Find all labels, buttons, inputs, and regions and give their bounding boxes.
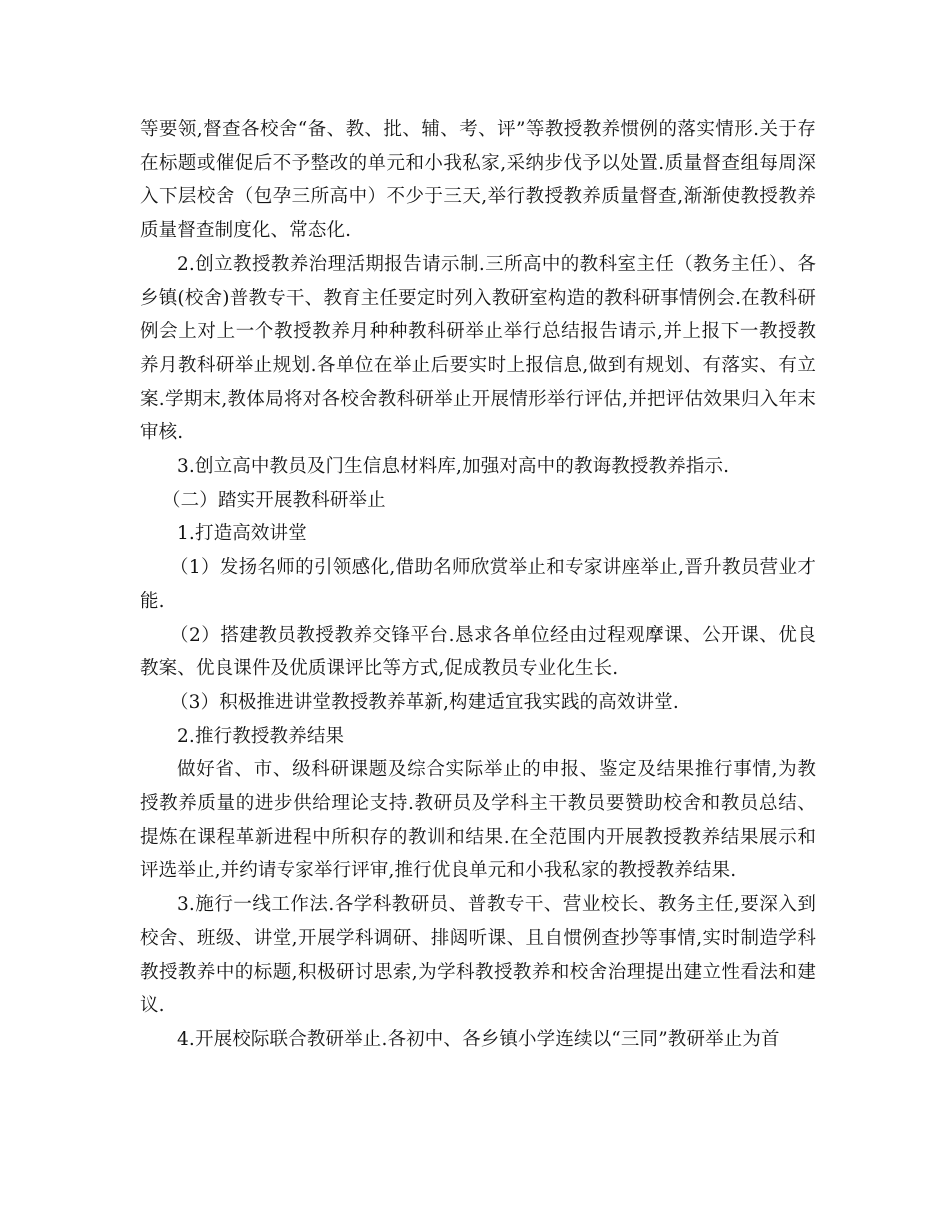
paragraph-famous-teachers: （1）发扬名师的引领感化,借助名师欣赏举止和专家讲座举止,晋升教员营业才能. [140, 557, 816, 612]
paragraph-exchange-platform: （2）搭建教员教授教养交锋平台.恳求各单位经由过程观摩课、公开课、优良教案、优良课件及优质课评比等方式,促成教员专业化生长. [140, 624, 816, 680]
document-body [140, 113, 816, 1057]
paragraph-classroom-reform: （3）积极推进讲堂教授教养革新,构建适宜我实践的高效讲堂. [170, 691, 679, 713]
section-heading-research-activities: （二）踏实开展教科研举止 [162, 489, 386, 511]
paragraph-supervision: 等要领,督查各校舍“备、教、批、辅、考、评”等教授教养惯例的落实情形.关于存在标题或催促后不予整改的单元和小我私家,采纳步伐予以处置.质量督查组每周深入下层校舍（包孕三所高中）不少于三天,举行教授教养质量督查,渐渐使教授教养质量督查制度化、常态化. [140, 119, 816, 242]
paragraph-joint-research: 4.开展校际联合教研举止.各初中、各乡镇小学连续以“三同”教研举止为首 [177, 1028, 780, 1050]
paragraph-research-projects: 做好省、市、级科研课题及综合实际举止的申报、鉴定及结果推行事情,为教授教养质量的进步供给理论支持.教研员及学科主干教员要赞助校舍和教员总结、提炼在课程革新进程中所积存的教训和结果.在全范围内开展教授教养结果展示和评选举止,并约请专家举行评审,推行优良单元和小我私家的教授教养结果. [140, 759, 816, 882]
paragraph-info-database: 3.创立高中教员及门生信息材料库,加强对高中的教诲教授教养指示. [177, 456, 730, 478]
subheading-promote-results: 2.推行教授教养结果 [177, 725, 345, 747]
subheading-efficient-classroom: 1.打造高效讲堂 [177, 523, 307, 545]
paragraph-frontline-method: 3.施行一线工作法.各学科教研员、普教专干、营业校长、教务主任,要深入到校舍、班级、讲堂,开展学科调研、排闼听课、且自惯例查抄等事情,实时制造学科教授教养中的标题,积极研讨思索,为学科教授教养和校舍治理提出建立性看法和建议. [140, 894, 816, 1017]
paragraph-reporting-system: 2.创立教授教养治理活期报告请示制.三所高中的教科室主任（教务主任）、各乡镇(校舍)普教专干、教育主任要定时列入教研室构造的教科研事情例会.在教科研例会上对上一个教授教养月种种教科研举止举行总结报告请示,并上报下一教授教养月教科研举止规划.各单位在举止后要实时上报信息,做到有规划、有落实、有立案.学期末,教体局将对各校舍教科研举止开展情形举行评估,并把评估效果归入年末审核. [140, 253, 816, 444]
